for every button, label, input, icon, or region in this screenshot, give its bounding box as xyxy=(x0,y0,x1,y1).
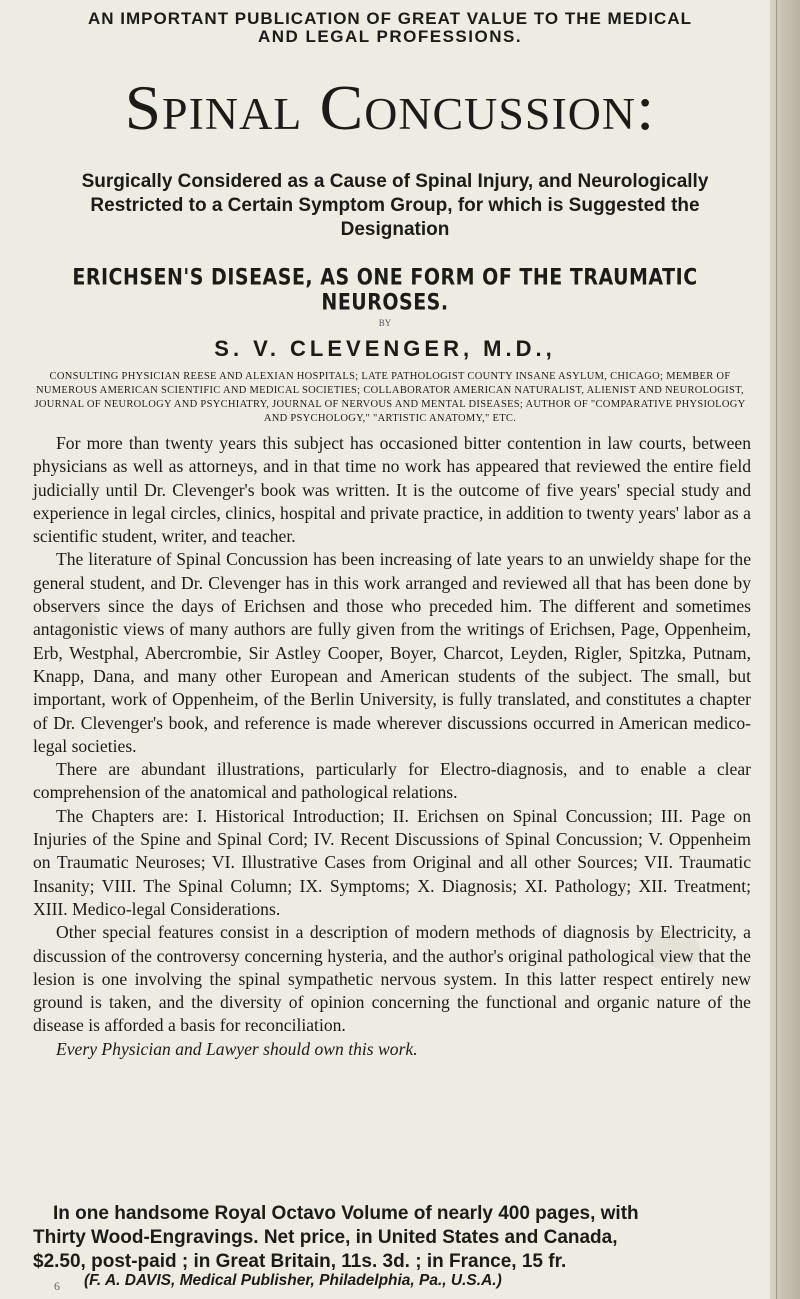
offer-line-3: $2.50, post-paid ; in Great Britain, 11s. 3d. ; in France, 15 fr. xyxy=(33,1251,567,1272)
body-text xyxy=(33,432,751,1061)
offer-line-2: Thirty Wood-Engravings. Net price, in United States and Canada, xyxy=(33,1227,618,1248)
publisher-imprint: (F. A. DAVIS, Medical Publisher, Philadelphia, Pa., U.S.A.) xyxy=(84,1272,502,1289)
paper-stain xyxy=(60,610,100,640)
by-label: BY xyxy=(378,318,392,328)
recommendation-line: Every Physician and Lawyer should own this work. xyxy=(56,1038,418,1059)
paragraph-2: The literature of Spinal Concussion has been increasing of late years to an unwieldy shape for the general student, and Dr. Clevenger has in this work arranged and reviewed all that has been done by observers since the days of Erichsen and those who preceded him. The different and sometimes antagonistic views of many authors are fully given from the writings of Erichsen, Page, Oppenheim, Erb, Westphal, Abercrombie, Sir Astley Cooper, Boyer, Charcot, Leyden, Rigler, Spitzka, Putnam, Knapp, Dana, and many other European and American students of the subject. The small, but important, work of Oppenheim, of the Berlin University, is fully translated, and constitutes a chapter of Dr. Clevenger's book, and reference is made wherever discussions occurred in American medico-legal societies. xyxy=(33,549,751,756)
author-credentials: CONSULTING PHYSICIAN REESE AND ALEXIAN HOSPITALS; LATE PATHOLOGIST COUNTY INSANE ASYLUM, CHICAGO; MEMBER OF NUMEROUS AMERICAN SCIENTIFIC AND MEDICAL SOCIETIES; COLLABORATOR AMERICAN NATURALIST, ALIENIST AND NEUROLOGIST, JOURNAL OF NEUROLOGY AND PSYCHIATRY, JOURNAL OF NERVOUS AND MENTAL DISEASES; AUTHOR OF "COMPARATIVE PHYSIOLOGY AND PSYCHOLOGY," "ARTISTIC ANATOMY," ETC. xyxy=(34,371,746,424)
book-subtitle: Surgically Considered as a Cause of Spinal Injury, and Neurologically Restricted to a Certain Symptom Group, for which is Suggested the Designation xyxy=(81,171,709,240)
header-banner xyxy=(20,10,760,46)
paragraph-3: There are abundant illustrations, particularly for Electro-diagnosis, and to enable a clear comprehension of the anatomical and pathological relations. xyxy=(33,759,751,803)
paragraph-4: The Chapters are: I. Historical Introduction; II. Erichsen on Spinal Concussion; III. Page on Injuries of the Spine and Spinal Cord; IV. Recent Discussions of Spinal Concussion; V. Oppenheim on Traumatic Neuroses; VI. Illustrative Cases from Original and all other Sources; VII. Traumatic Insanity; VIII. The Spinal Column; IX. Symptoms; X. Diagnosis; XI. Pathology; XII. Treatment; XIII. Medico-legal Considerations. xyxy=(33,805,751,919)
price-offer xyxy=(33,1202,763,1274)
section-heading: ERICHSEN'S DISEASE, AS ONE FORM OF THE TRAUMATIC NEUROSES. xyxy=(72,264,698,316)
header-line-1: AN IMPORTANT PUBLICATION OF GREAT VALUE TO THE MEDICAL xyxy=(88,9,692,28)
book-title: Spinal Concussion: xyxy=(124,72,656,143)
page-edge-line xyxy=(776,0,777,1299)
paragraph-1: For more than twenty years this subject has occasioned bitter contention in law courts, between physicians as well as attorneys, and in that time no work has appeared that reviewed the entire field judicially until Dr. Clevenger's book was written. It is the outcome of five years' special study and experience in legal circles, clinics, hospital and private practice, in addition to twenty years' labor as a scientific student, writer, and teacher. xyxy=(33,433,751,547)
page-mark: 6 xyxy=(54,1279,60,1293)
paper-stain xyxy=(640,930,700,970)
paragraph-5: Other special features consist in a description of modern methods of diagnosis by Electricity, a discussion of the controversy concerning hysteria, and the author's original pathological view that the lesion is one involving the spinal sympathetic nervous system. In this latter respect entirely new ground is taken, and the diversity of opinion concerning the functional and organic nature of the disease is afforded a basis for reconciliation. xyxy=(33,922,751,1036)
author-name: S. V. CLEVENGER, M.D., xyxy=(214,336,556,361)
header-line-2: AND LEGAL PROFESSIONS. xyxy=(257,27,523,46)
page-edge xyxy=(770,0,800,1299)
offer-line-1: In one handsome Royal Octavo Volume of nearly 400 pages, with xyxy=(53,1203,639,1224)
